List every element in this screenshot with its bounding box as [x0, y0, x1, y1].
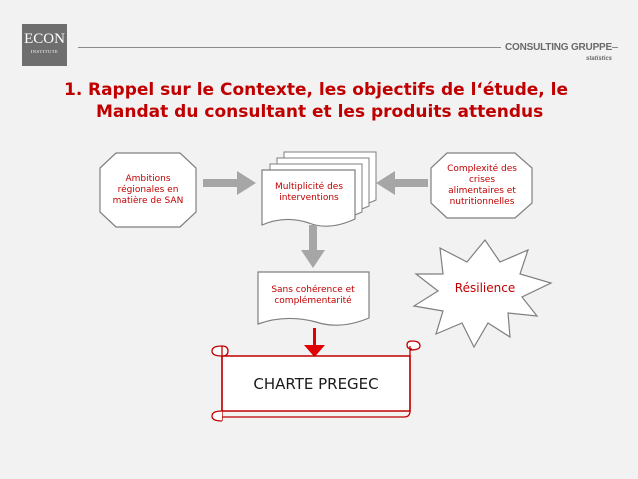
charte-label: CHARTE PREGEC — [253, 375, 379, 393]
arrow-complexite-to-multiplicite — [376, 171, 428, 195]
title-line-1: Rappel sur le Contexte, les objectifs de l‘étude, le — [88, 80, 569, 100]
resilience-label: Résilience — [454, 281, 516, 295]
title-line-2: Mandat du consultant et les produits attendus — [96, 102, 544, 122]
title-number: 1. — [64, 80, 83, 100]
arrow-ambitions-to-multiplicite — [203, 171, 256, 195]
arrow-coherence-to-charte — [304, 328, 325, 357]
brand-subtitle: statistics — [585, 56, 612, 62]
sans-coherence-label: Sans cohérence et complémentarité — [271, 285, 355, 306]
logo-subtext: INSTITUTE — [30, 49, 59, 54]
arrow-multiplicite-to-coherence — [301, 225, 325, 268]
brand-name: CONSULTING GRUPPE — [501, 42, 612, 53]
ambitions-label: Ambitions régionales en matière de SAN — [112, 173, 184, 206]
multiplicite-label: Multiplicité des interventions — [274, 182, 344, 203]
complexite-label: Complexité des crises alimentaires et nutritionnelles — [447, 164, 517, 207]
logo-text: ECON — [24, 31, 65, 47]
